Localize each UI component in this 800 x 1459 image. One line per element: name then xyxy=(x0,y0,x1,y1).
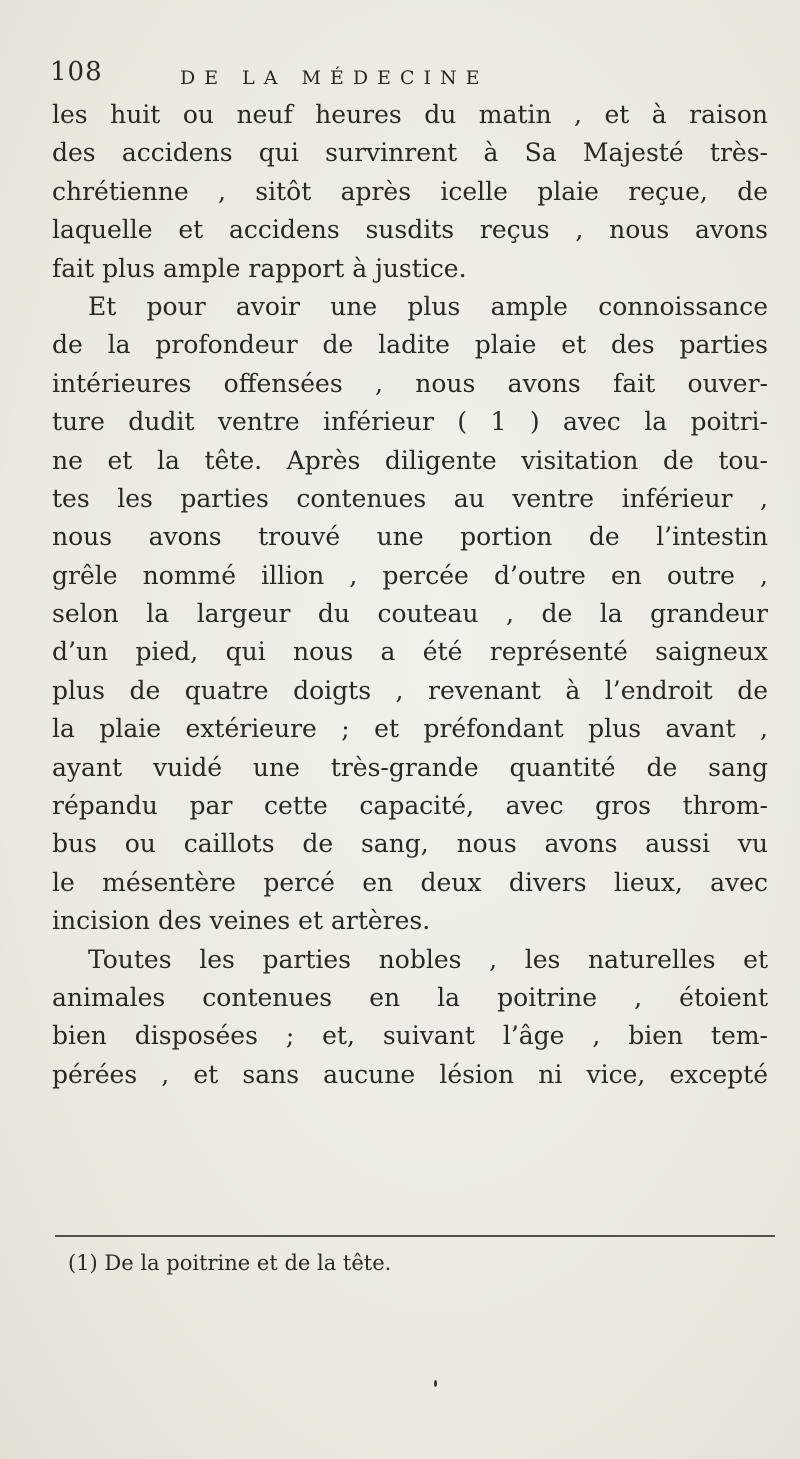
text-line: d’un pied, qui nous a été représenté saigneux xyxy=(52,637,768,667)
text-line: de la profondeur de ladite plaie et des parties xyxy=(52,330,768,360)
body-text xyxy=(52,96,768,1094)
text-line: Toutes les parties nobles , les naturelles et xyxy=(88,944,768,974)
page-number: 108 xyxy=(50,57,103,87)
text-line: fait plus ample rapport à justice. xyxy=(52,253,467,283)
page-header xyxy=(50,55,770,95)
text-line: grêle nommé illion , percée d’outre en outre , xyxy=(52,560,768,590)
text-line: répandu par cette capacité, avec gros throm- xyxy=(52,791,768,821)
text-line: la plaie extérieure ; et préfondant plus avant , xyxy=(52,714,768,744)
running-title: DE LA MÉDECINE xyxy=(180,67,489,89)
print-speck xyxy=(434,1380,437,1387)
text-line: bien disposées ; et, suivant l’âge , bien tem- xyxy=(52,1021,768,1051)
text-line: selon la largeur du couteau , de la grandeur xyxy=(52,599,768,629)
text-line: pérées , et sans aucune lésion ni vice, excepté xyxy=(52,1059,768,1089)
text-line: nous avons trouvé une portion de l’intestin xyxy=(52,522,768,552)
text-line: les huit ou neuf heures du matin , et à raison xyxy=(52,100,768,129)
text-line: tes les parties contenues au ventre inférieur , xyxy=(52,483,768,513)
text-line: ne et la tête. Après diligente visitation de tou- xyxy=(52,445,768,475)
text-line: le mésentère percé en deux divers lieux, avec xyxy=(52,867,768,897)
text-line: incision des veines et artères. xyxy=(52,906,431,936)
text-line: ture dudit ventre inférieur ( 1 ) avec la poitri- xyxy=(52,407,768,437)
footnote-rule xyxy=(55,1235,775,1237)
text-line: laquelle et accidens susdits reçus , nous avons xyxy=(52,215,768,245)
text-line: bus ou caillots de sang, nous avons aussi vu xyxy=(52,829,768,859)
text-line: ayant vuidé une très-grande quantité de sang xyxy=(52,752,768,782)
footnote: (1) De la poitrine et de la tête. xyxy=(68,1251,392,1275)
text-line: intérieures offensées , nous avons fait ouver- xyxy=(52,368,768,398)
text-line: chrétienne , sitôt après icelle plaie reçue, de xyxy=(52,176,768,206)
text-line: plus de quatre doigts , revenant à l’endroit de xyxy=(52,675,768,705)
text-line: animales contenues en la poitrine , étoient xyxy=(52,982,768,1012)
text-line: Et pour avoir une plus ample connoissance xyxy=(88,291,768,321)
text-line: des accidens qui survinrent à Sa Majesté très- xyxy=(52,138,768,168)
